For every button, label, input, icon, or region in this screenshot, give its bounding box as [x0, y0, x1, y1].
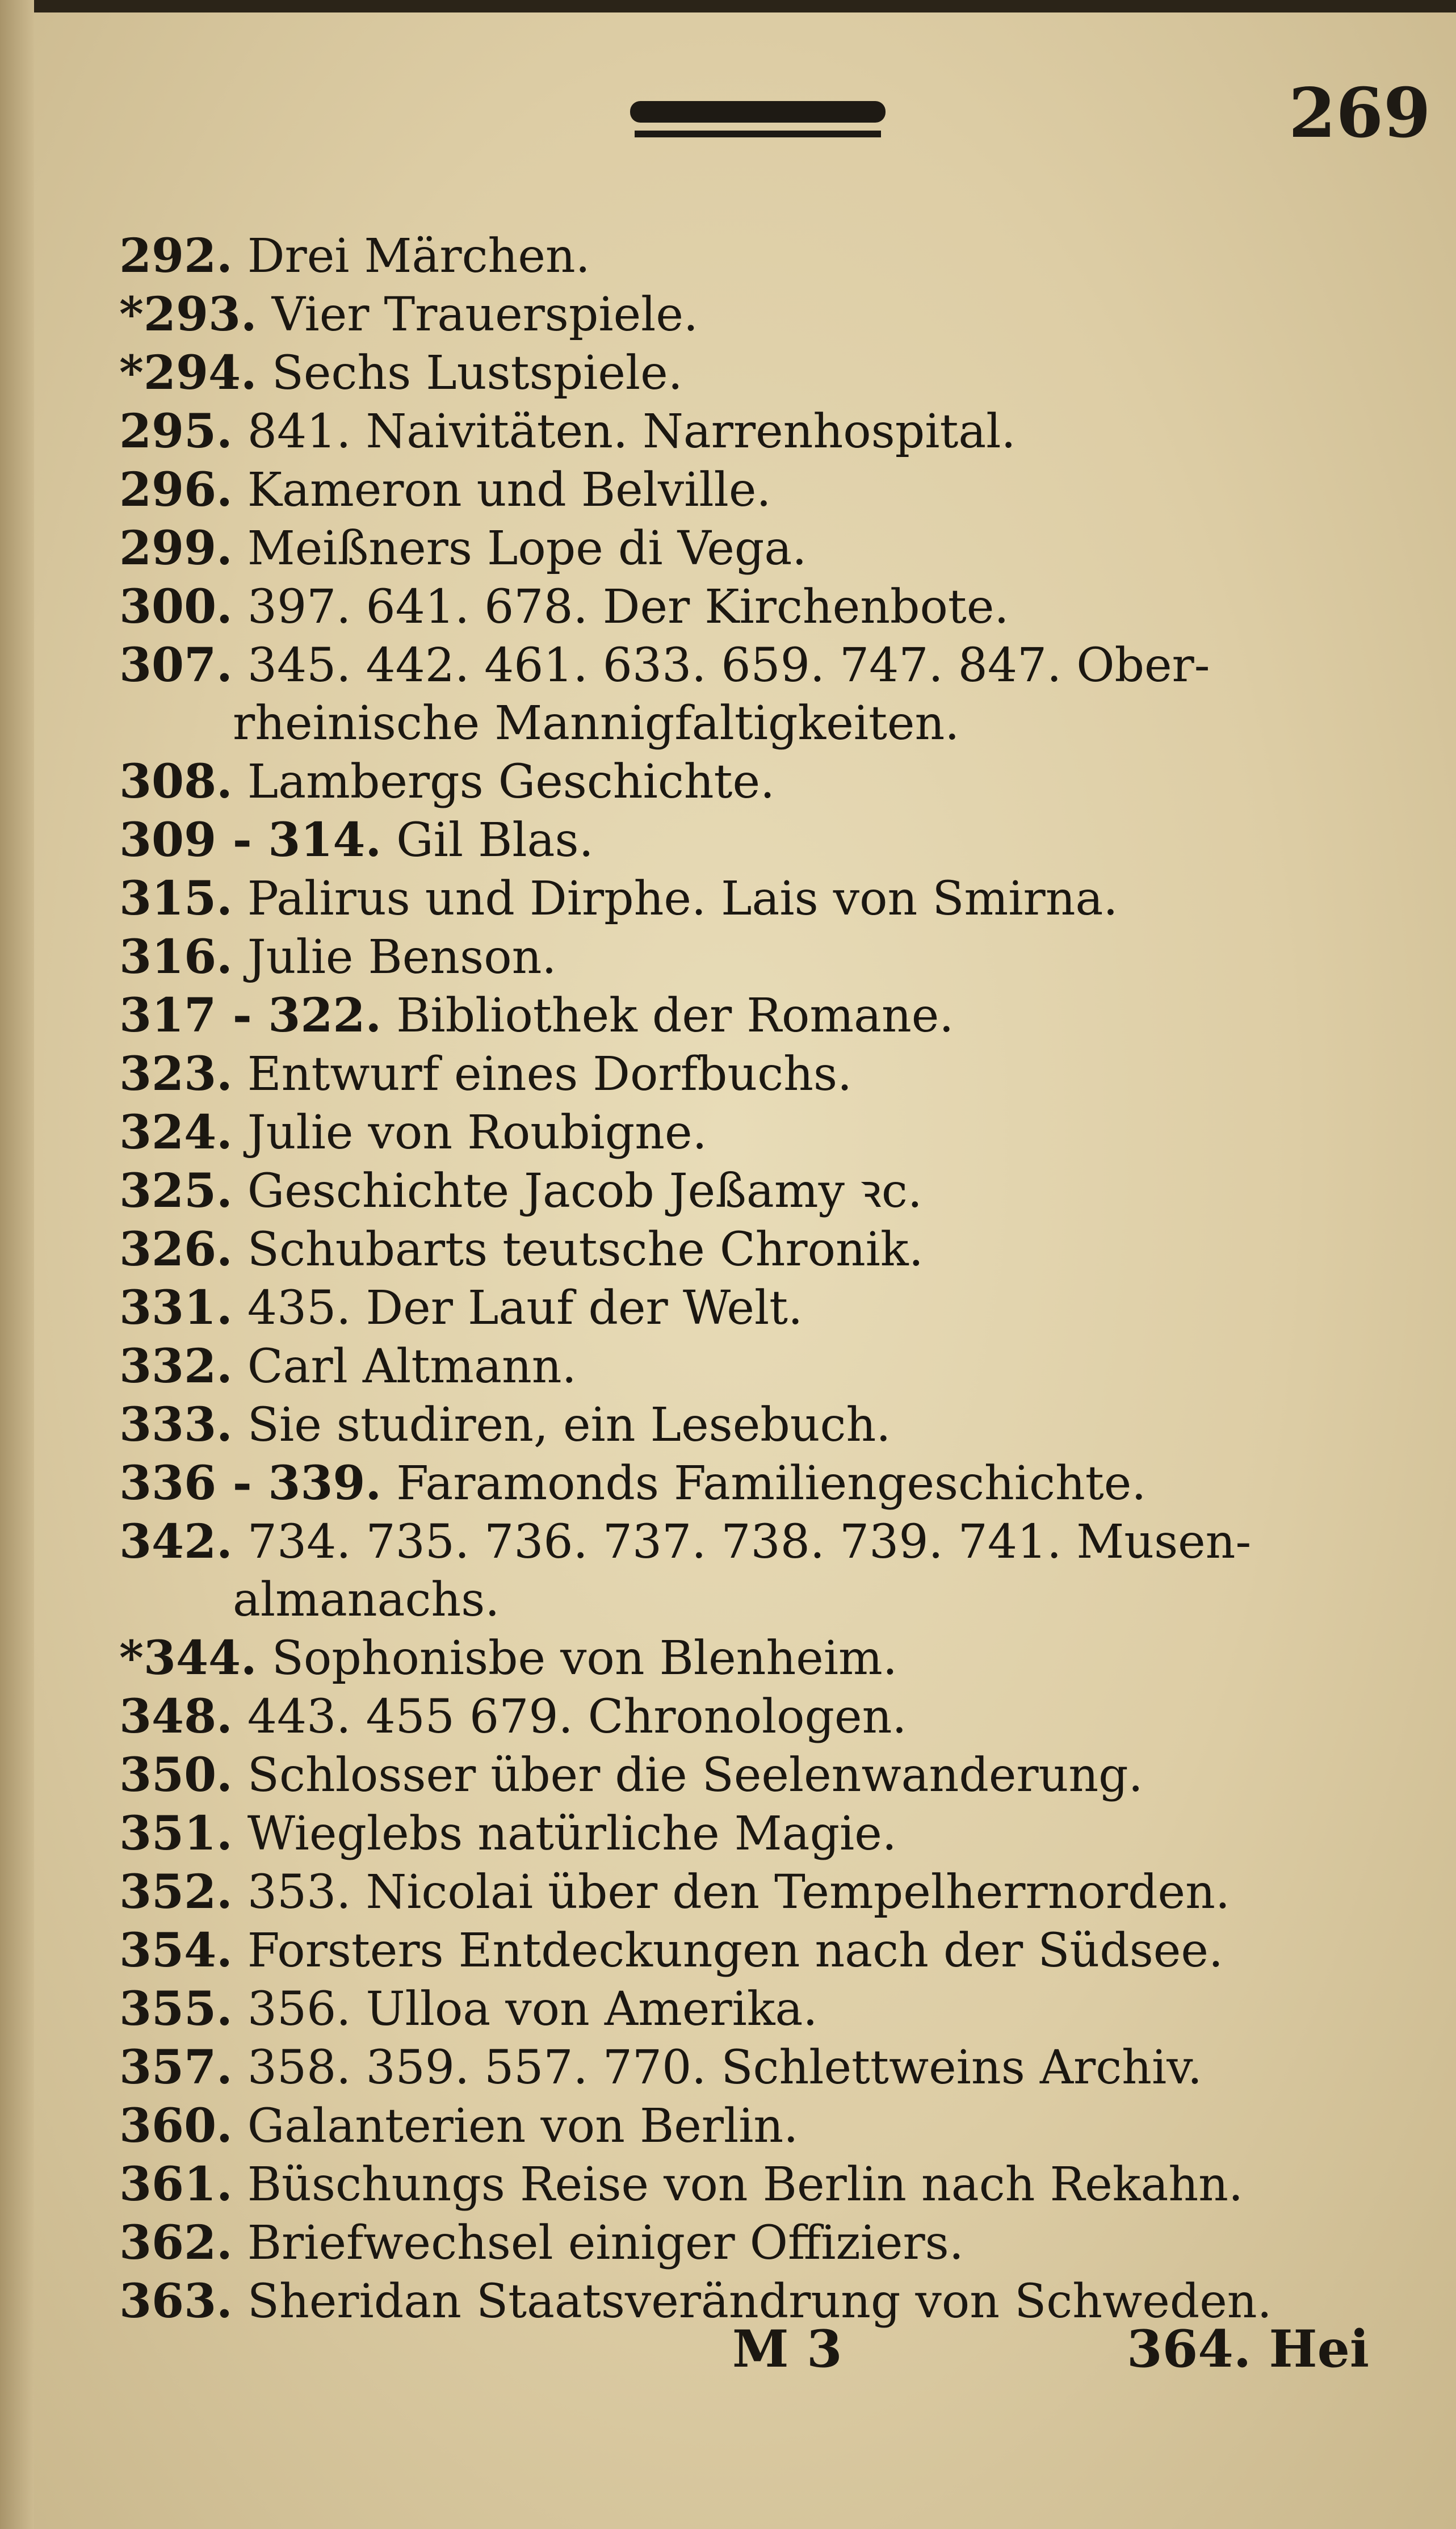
entry-number: 350.	[119, 1748, 233, 1802]
catalog-entry	[119, 987, 1396, 1045]
entry-title: Kameron und Belville.	[247, 463, 771, 517]
catalog-entry	[119, 928, 1396, 987]
catalog-entry	[119, 1162, 1396, 1221]
catalog-entry	[119, 461, 1396, 519]
entry-number: 323.	[119, 1047, 233, 1101]
entry-number: 342.	[119, 1515, 233, 1569]
entry-title: Geschichte Jacob Jeßamy ꝛc.	[247, 1164, 922, 1218]
catalog-entry	[119, 1221, 1396, 1279]
entry-title: Forsters Entdeckungen nach der Südsee.	[247, 1924, 1223, 1978]
entry-title: Meißners Lope di Vega.	[247, 522, 807, 576]
entry-title: Julie von Roubigne.	[247, 1106, 707, 1160]
entry-number: 299.	[119, 521, 233, 576]
entry-continuation: rheinische Mannigfaltigkeiten.	[233, 697, 960, 750]
entry-number: 316.	[119, 930, 233, 984]
catalog-entry	[119, 519, 1396, 578]
catalog-entry	[119, 578, 1396, 636]
entry-title: Wieglebs natürliche Magie.	[247, 1807, 897, 1861]
entry-number: 324.	[119, 1105, 233, 1160]
page-top-edge	[0, 0, 1456, 12]
catalog-entry	[119, 753, 1396, 811]
entry-number: 296.	[119, 463, 233, 517]
catalog-entry	[119, 344, 1396, 402]
ornament-thin-bar	[635, 131, 881, 137]
ornament-thick-bar	[630, 101, 886, 123]
entry-number: 336 - 339.	[119, 1456, 382, 1511]
entry-title: Schubarts teutsche Chronik.	[247, 1223, 924, 1277]
catalog-entry	[119, 1045, 1396, 1104]
catalog-entry	[119, 2039, 1396, 2097]
catalog-entry	[119, 2097, 1396, 2155]
catalog-entry	[119, 2155, 1396, 2214]
entry-title: Gil Blas.	[396, 813, 594, 867]
entry-number: 348.	[119, 1689, 233, 1744]
catalog-entry	[119, 1513, 1396, 1629]
catalog-entry	[119, 811, 1396, 870]
catalog-entry	[119, 1980, 1396, 2039]
catalog-entry	[119, 1863, 1396, 1922]
entry-title: 353. Nicolai über den Tempelherrnorden.	[247, 1865, 1230, 1919]
entry-number: 315.	[119, 871, 233, 926]
entry-title: Sechs Lustspiele.	[271, 346, 683, 400]
entry-title: 435. Der Lauf der Welt.	[247, 1281, 803, 1335]
entry-title: 345. 442. 461. 633. 659. 747. 847. Ober-	[247, 639, 1210, 693]
entry-number: 292.	[119, 229, 233, 283]
catalog-entry	[119, 402, 1396, 461]
entry-title: Lambergs Geschichte.	[247, 755, 775, 809]
catalog-entry	[119, 1922, 1396, 1980]
catalog-entry	[119, 1629, 1396, 1688]
page-number: 269	[1289, 73, 1431, 153]
entry-number: 362.	[119, 2216, 233, 2270]
catalog-entry	[119, 286, 1396, 344]
entry-number: *293.	[119, 287, 257, 342]
entry-title: 841. Naivitäten. Narrenhospital.	[247, 405, 1016, 459]
entry-number: 357.	[119, 2040, 233, 2095]
entry-title: Galanterien von Berlin.	[247, 2099, 799, 2153]
entry-title: Carl Altmann.	[247, 1340, 577, 1394]
entry-number: 326.	[119, 1222, 233, 1277]
catalog-entry	[119, 1805, 1396, 1863]
entry-number: 300.	[119, 580, 233, 634]
entry-number: 355.	[119, 1982, 233, 2036]
entry-number: 332.	[119, 1339, 233, 1394]
entry-title: Schlosser über die Seelenwanderung.	[247, 1748, 1143, 1802]
entry-title: Sheridan Staatsverändrung von Schweden.	[247, 2275, 1272, 2329]
entry-title: Entwurf eines Dorfbuchs.	[247, 1047, 853, 1101]
catalog-entry	[119, 870, 1396, 928]
entry-number: 309 - 314.	[119, 813, 382, 867]
header-ornament-rule	[630, 101, 886, 141]
entry-continuation: almanachs.	[233, 1573, 500, 1627]
catalog-entry	[119, 1279, 1396, 1337]
entry-title: Drei Märchen.	[247, 229, 590, 283]
entry-number: 307.	[119, 638, 233, 693]
catalog-entry	[119, 1688, 1396, 1746]
entry-title: Bibliothek der Romane.	[396, 989, 954, 1043]
catalog-entry	[119, 1746, 1396, 1805]
entry-title: 734. 735. 736. 737. 738. 739. 741. Musen-	[247, 1515, 1252, 1569]
entry-number: *344.	[119, 1631, 257, 1685]
catalog-entry	[119, 1337, 1396, 1396]
entry-number: 333.	[119, 1398, 233, 1452]
entry-title: Büschungs Reise von Berlin nach Rekahn.	[247, 2158, 1244, 2212]
entry-number: 295.	[119, 404, 233, 459]
entry-title: 358. 359. 557. 770. Schlettweins Archiv.	[247, 2041, 1202, 2095]
entry-title: Vier Trauerspiele.	[271, 288, 698, 342]
entry-title: Sie studiren, ein Lesebuch.	[247, 1398, 891, 1452]
entry-title: 443. 455 679. Chronologen.	[247, 1690, 907, 1744]
entry-title: Faramonds Familiengeschichte.	[396, 1457, 1147, 1511]
catalog-entry	[119, 1454, 1396, 1513]
entry-number: 308.	[119, 754, 233, 809]
entry-number: 363.	[119, 2274, 233, 2329]
entry-title: 397. 641. 678. Der Kirchenbote.	[247, 580, 1009, 634]
catalog-entry	[119, 2214, 1396, 2272]
entry-number: 317 - 322.	[119, 988, 382, 1043]
entry-title: Briefwechsel einiger Offiziers.	[247, 2216, 964, 2270]
catalog-entry	[119, 1104, 1396, 1162]
entry-title: 356. Ulloa von Amerika.	[247, 1982, 818, 2036]
entry-number: 325.	[119, 1164, 233, 1218]
page-left-edge	[0, 0, 34, 2529]
catalog-entry	[119, 1396, 1396, 1454]
entry-number: 361.	[119, 2157, 233, 2212]
entry-number: *294.	[119, 346, 257, 400]
entry-number: 351.	[119, 1806, 233, 1861]
entry-number: 354.	[119, 1923, 233, 1978]
entry-number: 360.	[119, 2099, 233, 2153]
catalog-entry-list	[119, 227, 1396, 2331]
catalog-entry	[119, 636, 1396, 753]
catalog-entry	[119, 227, 1396, 286]
catchword: 364. Hei	[1127, 2319, 1370, 2379]
entry-number: 352.	[119, 1865, 233, 1919]
signature-mark: M 3	[732, 2319, 842, 2379]
entry-title: Julie Benson.	[247, 930, 557, 984]
entry-title: Palirus und Dirphe. Lais von Smirna.	[247, 872, 1118, 926]
entry-title: Sophonisbe von Blenheim.	[271, 1632, 897, 1685]
entry-number: 331.	[119, 1281, 233, 1335]
